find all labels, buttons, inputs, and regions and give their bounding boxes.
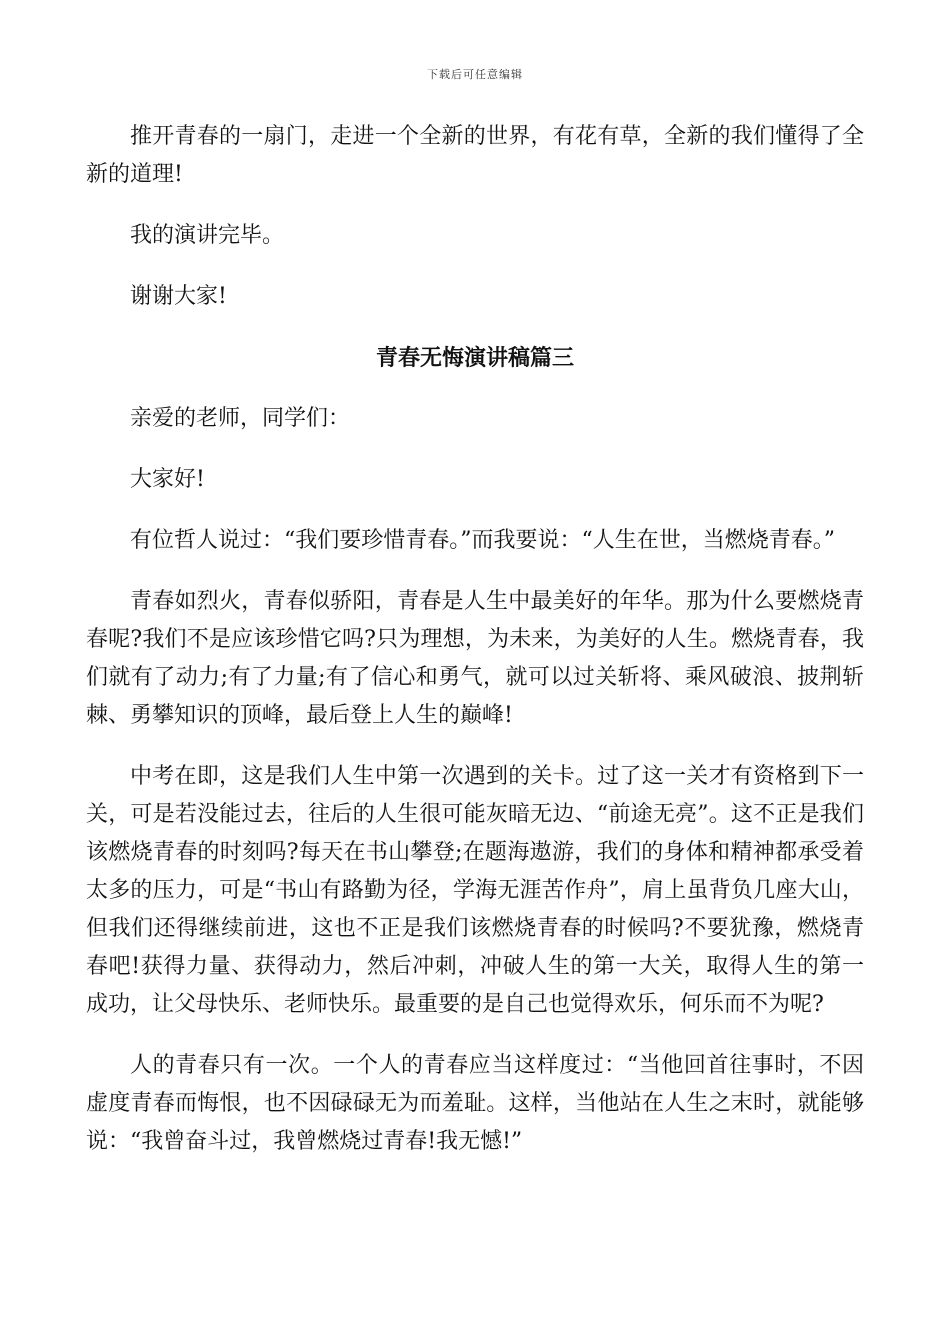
paragraph: 推开青春的一扇门，走进一个全新的世界，有花有草，全新的我们懂得了全新的道理! (86, 124, 864, 187)
paragraph: 我的演讲完毕。 (130, 223, 285, 248)
document-body (86, 118, 864, 1184)
paragraph: 大家好! (130, 467, 205, 492)
paragraph: 中考在即，这是我们人生中第一次遇到的关卡。过了这一关才有资格到下一关，可是若没能过去，往后的人生很可能灰暗无边、“前途无亮”。这不正是我们该燃烧青春的时刻吗?每天在书山攀登;在题海遨游，我们的身体和精神都承受着太多的压力，可是“书山有路勤为径，学海无涯苦作舟”，肩上虽背负几座大山，但我们还得继续前进，这也不正是我们该燃烧青春的时候吗?不要犹豫，燃烧青春吧!获得力量、获得动力，然后冲刺，冲破人生的第一大关，取得人生的第一成功，让父母快乐、老师快乐。最重要的是自己也觉得欢乐，何乐而不为呢? (86, 764, 864, 1017)
paragraph: 有位哲人说过：“我们要珍惜青春。”而我要说：“人生在世，当燃烧青春。” (130, 528, 835, 553)
paragraph: 青春如烈火，青春似骄阳，青春是人生中最美好的年华。那为什么要燃烧青春呢?我们不是应该珍惜它吗?只为理想，为未来，为美好的人生。燃烧青春，我们就有了动力;有了力量;有了信心和勇气，就可以过关斩将、乘风破浪、披荆斩棘、勇攀知识的顶峰，最后登上人生的巅峰! (86, 589, 864, 728)
paragraph: 谢谢大家! (130, 284, 227, 309)
page-header-note: 下载后可任意编辑 (427, 68, 523, 81)
paragraph: 人的青春只有一次。一个人的青春应当这样度过：“当他回首往事时，不因虚度青春而悔恨，也不因碌碌无为而羞耻。这样，当他站在人生之末时，就能够说：“我曾奋斗过，我曾燃烧过青春!我无憾!” (86, 1053, 864, 1154)
section-title: 青春无悔演讲稿篇三 (375, 345, 574, 371)
paragraph: 亲爱的老师，同学们： (130, 406, 351, 431)
